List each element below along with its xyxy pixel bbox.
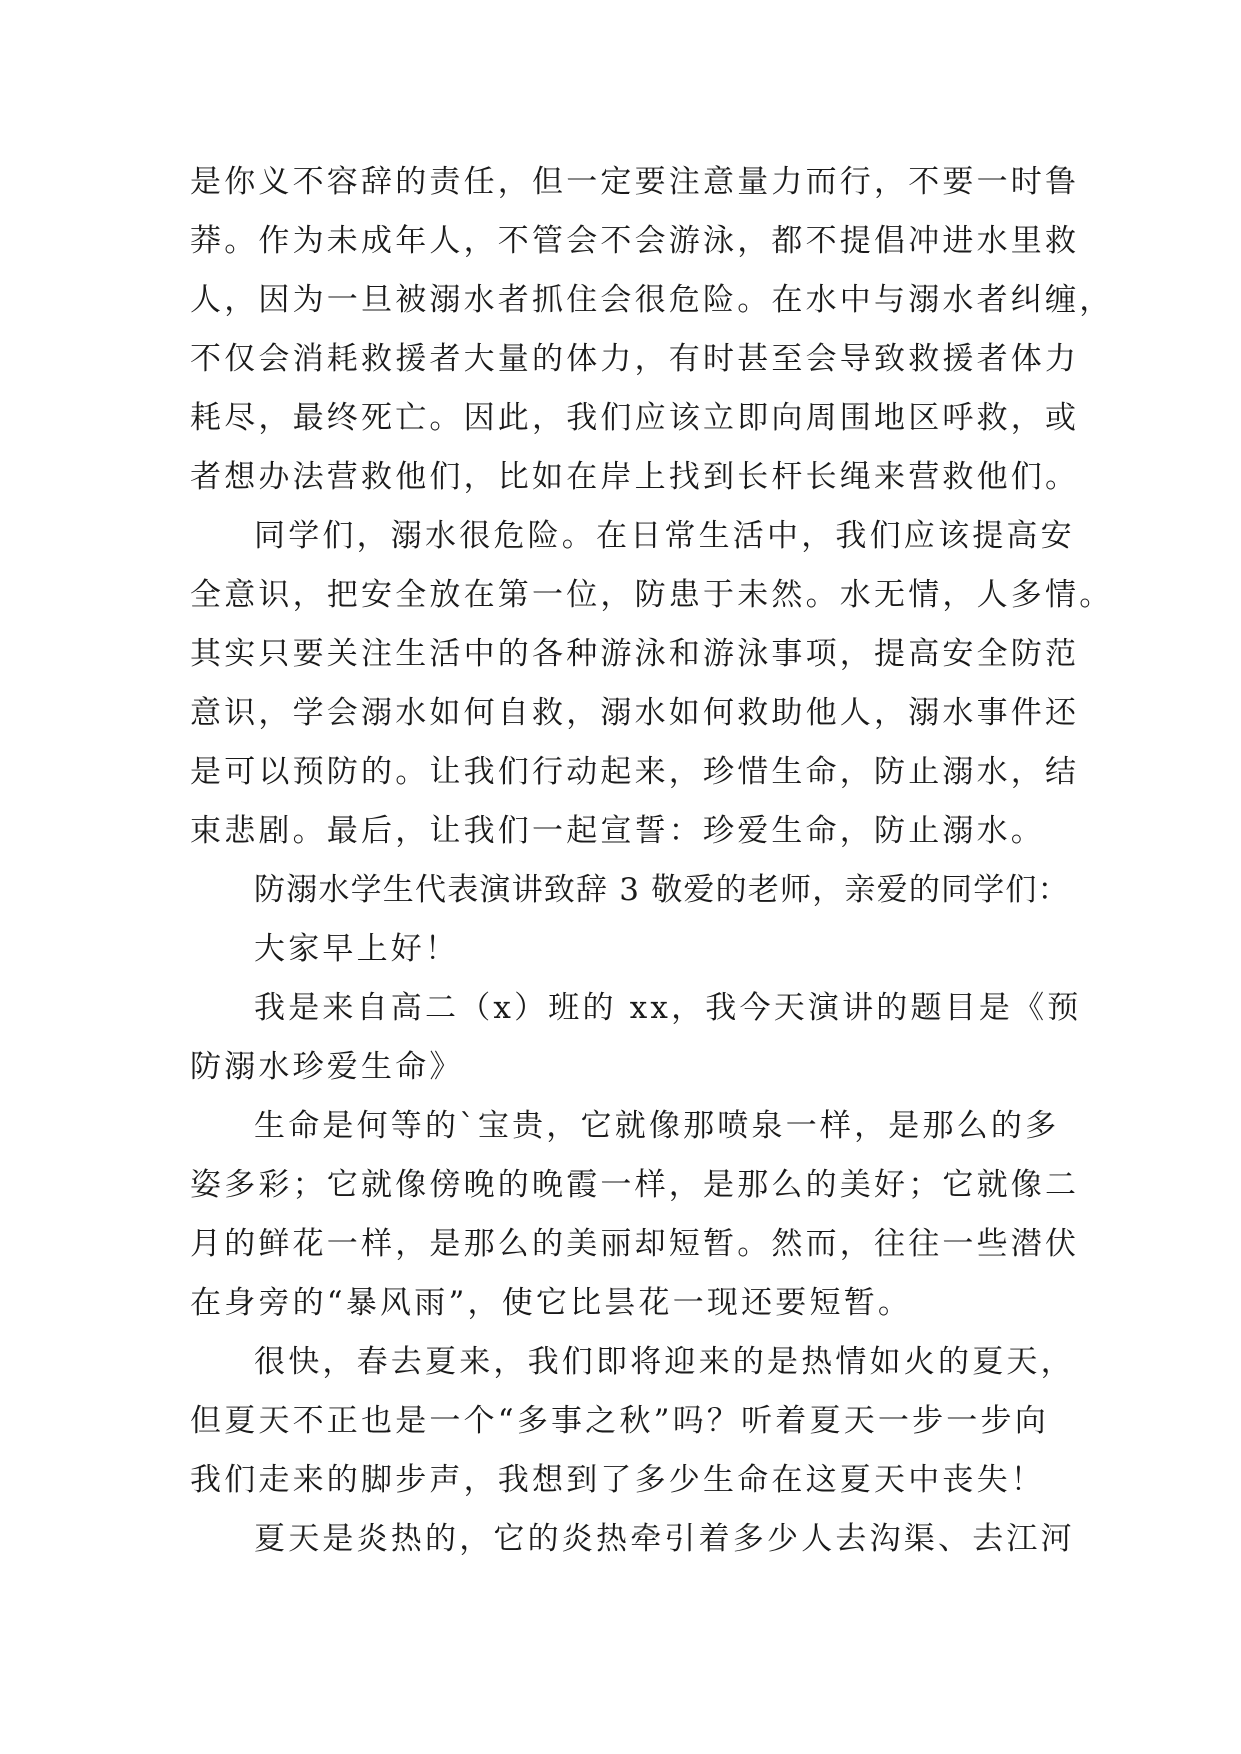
document-body (190, 153, 1114, 1569)
text-line: 全意识，把安全放在第一位，防患于未然。水无情，人多情。 (190, 577, 1114, 613)
text-line: 月的鲜花一样，是那么的美丽却短暂。然而，往往一些潜伏 (190, 1226, 1080, 1262)
text-line: 我们走来的脚步声，我想到了多少生命在这夏天中丧失！ (190, 1462, 1045, 1498)
text-line: 在身旁的“暴风雨”，使它比昙花一现还要短暂。 (190, 1285, 913, 1321)
text-line: 耗尽，最终死亡。因此，我们应该立即向周围地区呼救，或 (190, 400, 1080, 436)
text-line: 束悲剧。最后，让我们一起宣誓：珍爱生命，防止溺水。 (190, 813, 1045, 849)
text-line: 是可以预防的。让我们行动起来，珍惜生命，防止溺水，结 (190, 754, 1080, 790)
paragraph-first-line: 同学们，溺水很危险。在日常生活中，我们应该提高安 (254, 518, 1075, 554)
text-line: 其实只要关注生活中的各种游泳和游泳事项，提高安全防范 (190, 636, 1080, 672)
section-heading-line: 防溺水学生代表演讲致辞 3 敬爱的老师，亲爱的同学们： (254, 872, 1070, 908)
paragraph-first-line: 我是来自高二（x）班的 xx，我今天演讲的题目是《预 (254, 990, 1082, 1026)
text-line: 者想办法营救他们，比如在岸上找到长杆长绳来营救他们。 (190, 459, 1080, 495)
text-line: 意识，学会溺水如何自救，溺水如何救助他人，溺水事件还 (190, 695, 1080, 731)
paragraph-first-line: 夏天是炎热的，它的炎热牵引着多少人去沟渠、去江河 (254, 1521, 1075, 1557)
text-line: 是你义不容辞的责任，但一定要注意量力而行，不要一时鲁 (190, 164, 1080, 200)
greeting-line: 大家早上好！ (254, 931, 460, 967)
text-line: 防溺水珍爱生命》 (190, 1049, 464, 1085)
paragraph-first-line: 很快，春去夏来，我们即将迎来的是热情如火的夏天， (254, 1344, 1075, 1380)
text-line: 莽。作为未成年人，不管会不会游泳，都不提倡冲进水里救 (190, 223, 1080, 259)
paragraph-first-line: 生命是何等的`宝贵，它就像那喷泉一样，是那么的多 (254, 1108, 1060, 1144)
text-line: 姿多彩；它就像傍晚的晚霞一样，是那么的美好；它就像二 (190, 1167, 1080, 1203)
text-line: 不仅会消耗救援者大量的体力，有时甚至会导致救援者体力 (190, 341, 1080, 377)
text-line: 但夏天不正也是一个“多事之秋”吗？听着夏天一步一步向 (190, 1403, 1049, 1439)
text-line: 人，因为一旦被溺水者抓住会很危险。在水中与溺水者纠缠， (190, 282, 1114, 318)
